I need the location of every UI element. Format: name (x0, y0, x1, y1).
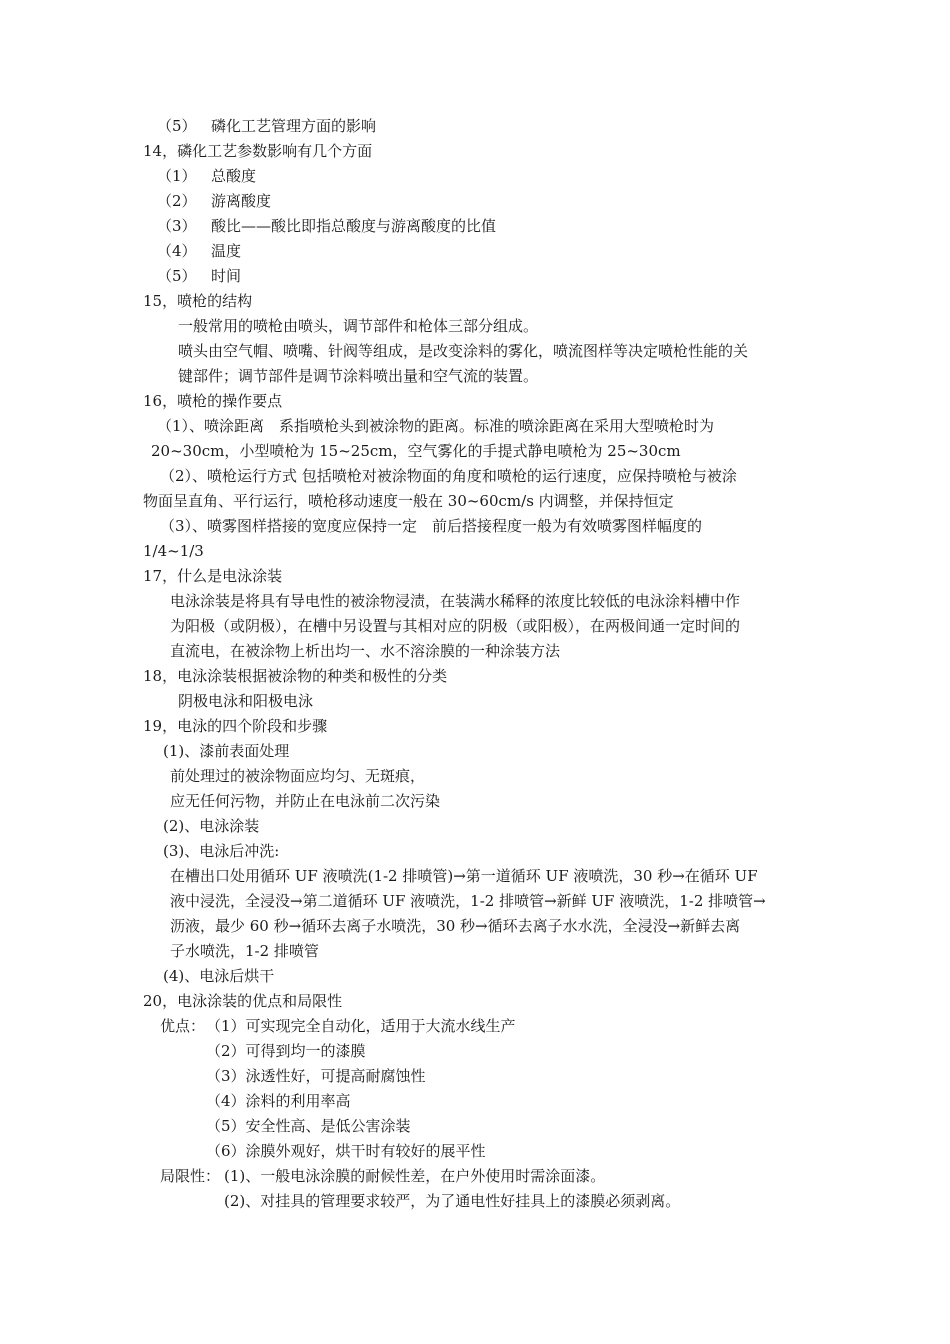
item-text: 总酸度 (211, 167, 257, 185)
limitation-item: (2)、对挂具的管理要求较严，为了通电性好挂具上的漆膜必须剥离。 (224, 1192, 681, 1210)
paragraph-line: （1）、喷涂距离 系指喷枪头到被涂物的距离。标准的喷涂距离在采用大型喷枪时为 (157, 417, 715, 435)
section-heading-17: 17，什么是电泳涂装 (143, 567, 283, 585)
section-heading-20: 20，电泳涂装的优点和局限性 (143, 992, 343, 1010)
paragraph-line: 20~30cm，小型喷枪为 15~25cm，空气雾化的手提式静电喷枪为 25~30cm (151, 442, 681, 460)
section-heading-14: 14，磷化工艺参数影响有几个方面 (143, 142, 373, 160)
step-heading: (4)、电泳后烘干 (163, 967, 275, 985)
advantage-item: （1）可实现完全自动化，适用于大流水线生产 (206, 1017, 516, 1035)
paragraph-line: （3）、喷雾图样搭接的宽度应保持一定 前后搭接程度一般为有效喷雾图样幅度的 (160, 517, 703, 535)
step-heading: (3)、电泳后冲洗: (163, 842, 280, 860)
advantages-label: 优点： (160, 1017, 206, 1035)
paragraph-line: 喷头由空气帽、喷嘴、针阀等组成，是改变涂料的雾化，喷流图样等决定喷枪性能的关 (178, 342, 749, 360)
limitations-label: 局限性： (160, 1167, 221, 1185)
paragraph-line: 物面呈直角、平行运行，喷枪移动速度一般在 30~60cm/s 内调整，并保持恒定 (143, 492, 674, 510)
advantage-item: （3）泳透性好，可提高耐腐蚀性 (206, 1067, 426, 1085)
paragraph-line: 电泳涂装是将具有导电性的被涂物浸渍，在装满水稀释的浓度比较低的电泳涂料槽中作 (170, 592, 741, 610)
advantage-item: （2）可得到均一的漆膜 (206, 1042, 366, 1060)
list-item (157, 189, 271, 214)
step-heading: (1)、漆前表面处理 (163, 742, 290, 760)
list-item (157, 239, 241, 264)
paragraph-line: 阴极电泳和阳极电泳 (178, 692, 314, 710)
step-heading: (2)、电泳涂装 (163, 817, 260, 835)
paragraph-line: 一般常用的喷枪由喷头，调节部件和枪体三部分组成。 (178, 317, 539, 335)
paragraph-line: 液中浸洗，全浸没→第二道循环 UF 液喷洗，1-2 排喷管→新鲜 UF 液喷洗，1-2 排喷管→ (170, 892, 766, 910)
item-number: （5） (157, 117, 197, 135)
paragraph-line: 前处理过的被涂物面应均匀、无斑痕， (170, 767, 426, 785)
paragraph-line: 直流电，在被涂物上析出均一、水不溶涂膜的一种涂装方法 (170, 642, 561, 660)
item-text: 游离酸度 (211, 192, 272, 210)
section-heading-18: 18，电泳涂装根据被涂物的种类和极性的分类 (143, 667, 448, 685)
advantage-item: （5）安全性高、是低公害涂装 (206, 1117, 411, 1135)
paragraph-line: 1/4~1/3 (143, 542, 204, 560)
advantage-item: （6）涂膜外观好，烘干时有较好的展平性 (206, 1142, 486, 1160)
list-item (157, 164, 256, 189)
advantage-item: （4）涂料的利用率高 (206, 1092, 351, 1110)
paragraph-line: 沥液，最少 60 秒→循环去离子水喷洗，30 秒→循环去离子水水洗，全浸没→新鲜去离 (170, 917, 741, 935)
item-number: （3） (157, 217, 197, 235)
paragraph-line: 键部件；调节部件是调节涂料喷出量和空气流的装置。 (178, 367, 539, 385)
section-heading-16: 16，喷枪的操作要点 (143, 392, 283, 410)
list-item (157, 114, 376, 139)
paragraph-line: 为阳极（或阴极），在槽中另设置与其相对应的阴极（或阳极），在两极间通一定时间的 (170, 617, 741, 635)
paragraph-line: 应无任何污物，并防止在电泳前二次污染 (170, 792, 441, 810)
item-number: （1） (157, 167, 197, 185)
list-item (157, 264, 241, 289)
item-text: 时间 (211, 267, 242, 285)
item-text: 磷化工艺管理方面的影响 (211, 117, 377, 135)
paragraph-line: 子水喷洗，1-2 排喷管 (170, 942, 319, 960)
item-text: 温度 (211, 242, 242, 260)
list-item (157, 214, 496, 239)
section-heading-15: 15，喷枪的结构 (143, 292, 253, 310)
paragraph-line: 在槽出口处用循环 UF 液喷洗(1-2 排喷管)→第一道循环 UF 液喷洗，30 秒→在循环 UF (170, 867, 758, 885)
section-heading-19: 19，电泳的四个阶段和步骤 (143, 717, 328, 735)
paragraph-line: （2）、喷枪运行方式 包括喷枪对被涂物面的角度和喷枪的运行速度，应保持喷枪与被涂 (160, 467, 737, 485)
item-number: （2） (157, 192, 197, 210)
item-text: 酸比——酸比即指总酸度与游离酸度的比值 (211, 217, 497, 235)
item-number: （5） (157, 267, 197, 285)
limitation-item: (1)、一般电泳涂膜的耐候性差，在户外使用时需涂面漆。 (224, 1167, 606, 1185)
item-number: （4） (157, 242, 197, 260)
